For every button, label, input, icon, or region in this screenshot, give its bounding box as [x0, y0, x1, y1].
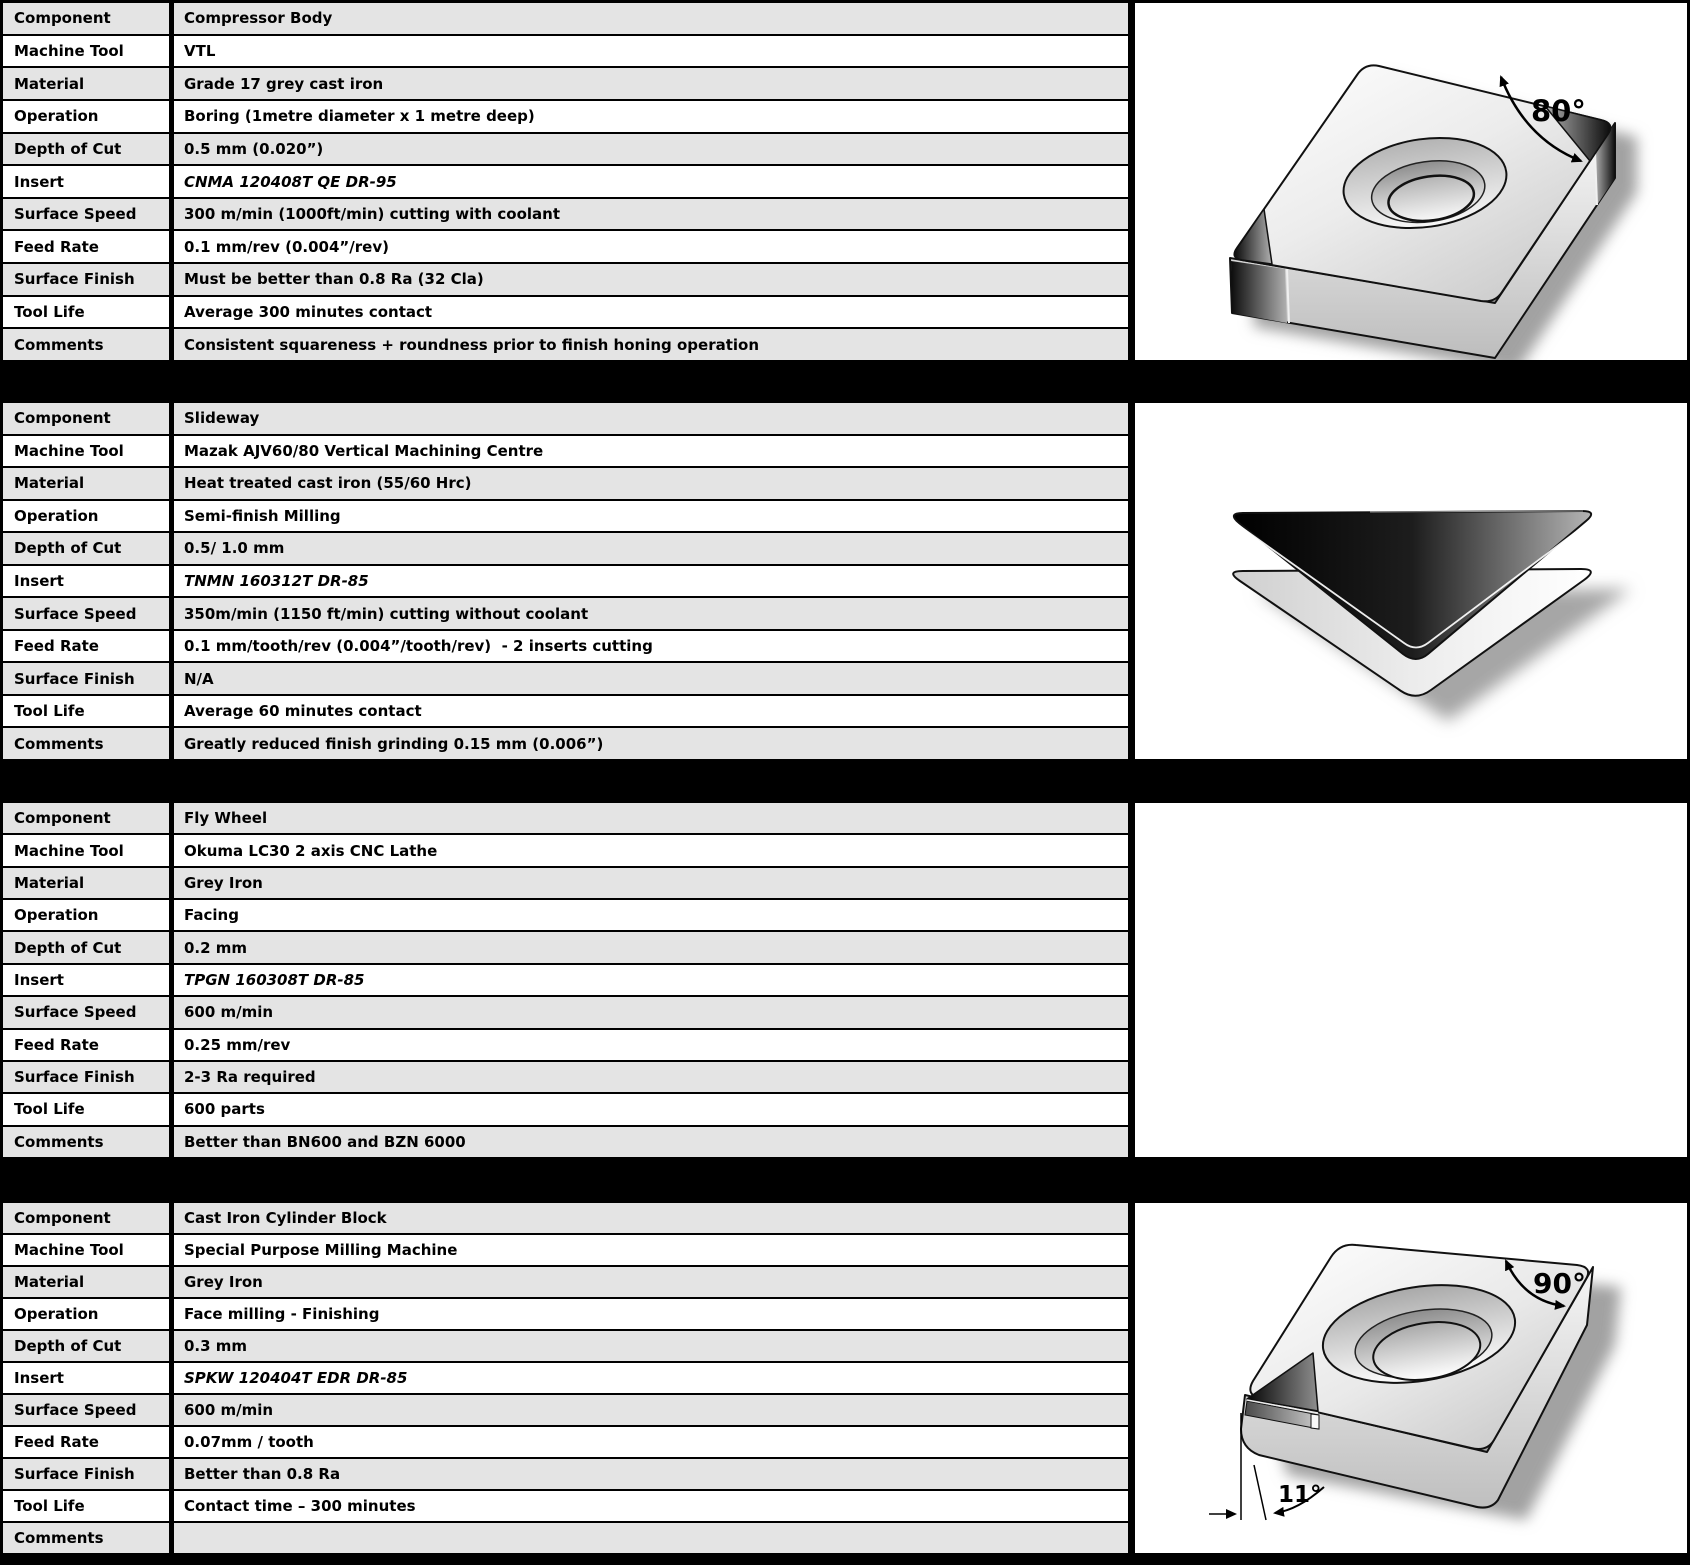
illustration-panel-empty — [1135, 800, 1690, 1160]
row-value: 0.25 mm/rev — [169, 1030, 1128, 1060]
row-label: Depth of Cut — [14, 1337, 122, 1355]
illustration-panel — [1135, 1200, 1690, 1556]
table-row — [3, 835, 1128, 867]
row-label: Material — [14, 474, 85, 493]
row-label: Feed Rate — [14, 1433, 99, 1451]
row-value: Average 60 minutes contact — [169, 696, 1128, 727]
row-label: Machine Tool — [14, 441, 124, 460]
table-row — [3, 1094, 1128, 1126]
table-row — [3, 3, 1128, 36]
row-value: Facing — [169, 900, 1128, 930]
illustration-panel — [1135, 0, 1690, 363]
section-compressor-body — [0, 0, 1690, 363]
row-value: Fly Wheel — [169, 803, 1128, 833]
row-label: Operation — [14, 107, 99, 126]
table-row — [3, 631, 1128, 664]
row-value: Heat treated cast iron (55/60 Hrc) — [169, 468, 1128, 499]
row-value: Consistent squareness + roundness prior to finish honing operation — [169, 329, 1128, 360]
row-value: 0.5/ 1.0 mm — [169, 533, 1128, 564]
table-row — [3, 329, 1128, 360]
row-value — [169, 1523, 1128, 1553]
row-label: Surface Finish — [14, 1068, 135, 1087]
table-row — [3, 231, 1128, 264]
table-row — [3, 1459, 1128, 1491]
table-row — [3, 868, 1128, 900]
row-value: SPKW 120404T EDR DR-85 — [169, 1363, 1128, 1393]
row-label: Component — [14, 9, 111, 28]
table-row — [3, 1062, 1128, 1094]
table-row — [3, 1235, 1128, 1267]
row-value: Contact time – 300 minutes — [169, 1491, 1128, 1521]
triangle-insert-illustration — [1135, 403, 1687, 759]
row-value: 350m/min (1150 ft/min) cutting without coolant — [169, 598, 1128, 629]
row-value: Compressor Body — [169, 3, 1128, 34]
table-row — [3, 900, 1128, 932]
table-row — [3, 965, 1128, 997]
row-label: Surface Speed — [14, 205, 137, 224]
row-label: Tool Life — [14, 303, 85, 322]
row-value: Face milling - Finishing — [169, 1299, 1128, 1329]
row-label: Material — [14, 873, 85, 892]
table-row — [3, 566, 1128, 599]
clearance-annotation: 11° — [1278, 1482, 1322, 1508]
table-row — [3, 1395, 1128, 1427]
row-label: Feed Rate — [14, 637, 99, 656]
row-label: Operation — [14, 906, 99, 925]
table-row — [3, 199, 1128, 232]
table-row — [3, 264, 1128, 297]
row-label: Insert — [14, 1369, 64, 1387]
row-value: 0.1 mm/tooth/rev (0.004”/tooth/rev) - 2 inserts cutting — [169, 631, 1128, 662]
table-row — [3, 1491, 1128, 1523]
row-value: Grade 17 grey cast iron — [169, 68, 1128, 99]
table-row — [3, 1331, 1128, 1363]
table-row — [3, 468, 1128, 501]
row-label: Machine Tool — [14, 41, 124, 60]
row-label: Operation — [14, 1305, 99, 1323]
row-value: Better than BN600 and BZN 6000 — [169, 1127, 1128, 1157]
table-row — [3, 1203, 1128, 1235]
row-value: VTL — [169, 36, 1128, 67]
table-row — [3, 696, 1128, 729]
row-label: Comments — [14, 1529, 104, 1547]
table-row — [3, 403, 1128, 436]
row-value: Grey Iron — [169, 868, 1128, 898]
row-value: Grey Iron — [169, 1267, 1128, 1297]
row-label: Comments — [14, 1132, 104, 1151]
row-label: Tool Life — [14, 702, 85, 721]
row-label: Comments — [14, 734, 104, 753]
row-value: Greatly reduced finish grinding 0.15 mm (0.006”) — [169, 728, 1128, 759]
row-label: Tool Life — [14, 1100, 85, 1119]
row-value: 600 parts — [169, 1094, 1128, 1124]
row-label: Depth of Cut — [14, 539, 122, 558]
row-label: Machine Tool — [14, 841, 124, 860]
row-value: Slideway — [169, 403, 1128, 434]
table-row — [3, 166, 1128, 199]
section-slideway — [0, 400, 1690, 762]
row-label: Depth of Cut — [14, 938, 122, 957]
row-label: Operation — [14, 506, 99, 525]
row-value: 2-3 Ra required — [169, 1062, 1128, 1092]
row-value: TPGN 160308T DR-85 — [169, 965, 1128, 995]
row-value: 0.07mm / tooth — [169, 1427, 1128, 1457]
row-value: 0.1 mm/rev (0.004”/rev) — [169, 231, 1128, 262]
table-row — [3, 1363, 1128, 1395]
section-cast-iron-cylinder-block — [0, 1200, 1690, 1556]
table-row — [3, 1267, 1128, 1299]
row-label: Comments — [14, 335, 104, 354]
row-value: TNMN 160312T DR-85 — [169, 566, 1128, 597]
side-dark-band-left — [1231, 261, 1287, 323]
table-row — [3, 932, 1128, 964]
row-label: Feed Rate — [14, 1035, 99, 1054]
row-value: Special Purpose Milling Machine — [169, 1235, 1128, 1265]
row-value: Boring (1metre diameter x 1 metre deep) — [169, 101, 1128, 132]
row-value: Average 300 minutes contact — [169, 297, 1128, 328]
table-row — [3, 533, 1128, 566]
row-label: Surface Finish — [14, 270, 135, 289]
table-row — [3, 1030, 1128, 1062]
table-row — [3, 663, 1128, 696]
table-row — [3, 1427, 1128, 1459]
row-value: 600 m/min — [169, 997, 1128, 1027]
angle-annotation: 80° — [1531, 94, 1586, 128]
row-label: Component — [14, 1209, 111, 1227]
table-row — [3, 68, 1128, 101]
illustration-panel — [1135, 400, 1690, 762]
row-value: Must be better than 0.8 Ra (32 Cla) — [169, 264, 1128, 295]
table-row — [3, 501, 1128, 534]
row-label: Depth of Cut — [14, 139, 122, 158]
row-value: Semi-finish Milling — [169, 501, 1128, 532]
row-value: 300 m/min (1000ft/min) cutting with coolant — [169, 199, 1128, 230]
table-row — [3, 803, 1128, 835]
row-label: Insert — [14, 970, 64, 989]
row-label: Feed Rate — [14, 237, 99, 256]
diamond-insert-illustration — [1135, 3, 1687, 360]
row-label: Material — [14, 1273, 85, 1291]
row-label: Insert — [14, 172, 64, 191]
table-row — [3, 1127, 1128, 1157]
table-row — [3, 134, 1128, 167]
square-insert-illustration — [1135, 1203, 1687, 1553]
row-value: 0.2 mm — [169, 932, 1128, 962]
table-row — [3, 36, 1128, 69]
row-label: Surface Finish — [14, 1465, 135, 1483]
row-label: Tool Life — [14, 1497, 85, 1515]
row-value: Mazak AJV60/80 Vertical Machining Centre — [169, 436, 1128, 467]
section-fly-wheel — [0, 800, 1690, 1160]
row-label: Insert — [14, 572, 64, 590]
table-row — [3, 297, 1128, 330]
table-row — [3, 436, 1128, 469]
row-value: 0.3 mm — [169, 1331, 1128, 1361]
table-row — [3, 1299, 1128, 1331]
angle-annotation: 90° — [1533, 1267, 1586, 1300]
spec-table — [0, 800, 1131, 1160]
row-label: Material — [14, 74, 85, 93]
row-label: Surface Finish — [14, 669, 135, 688]
row-label: Machine Tool — [14, 1241, 124, 1259]
row-value: N/A — [169, 663, 1128, 694]
spec-table — [0, 1200, 1131, 1556]
table-row — [3, 101, 1128, 134]
table-row — [3, 997, 1128, 1029]
row-value: Okuma LC30 2 axis CNC Lathe — [169, 835, 1128, 865]
row-value: Better than 0.8 Ra — [169, 1459, 1128, 1489]
row-label: Surface Speed — [14, 1401, 137, 1419]
table-row — [3, 1523, 1128, 1553]
row-label: Surface Speed — [14, 1003, 137, 1022]
row-value: 600 m/min — [169, 1395, 1128, 1425]
row-value: CNMA 120408T QE DR-95 — [169, 166, 1128, 197]
spec-table — [0, 0, 1131, 363]
clearance-slant-line — [1254, 1465, 1266, 1520]
table-row — [3, 728, 1128, 759]
row-value: 0.5 mm (0.020”) — [169, 134, 1128, 165]
row-label: Surface Speed — [14, 604, 137, 623]
spec-table — [0, 400, 1131, 762]
row-value: Cast Iron Cylinder Block — [169, 1203, 1128, 1233]
row-label: Component — [14, 409, 111, 428]
chamfer-step-notch — [1311, 1414, 1319, 1429]
row-label: Component — [14, 809, 111, 828]
table-row — [3, 598, 1128, 631]
